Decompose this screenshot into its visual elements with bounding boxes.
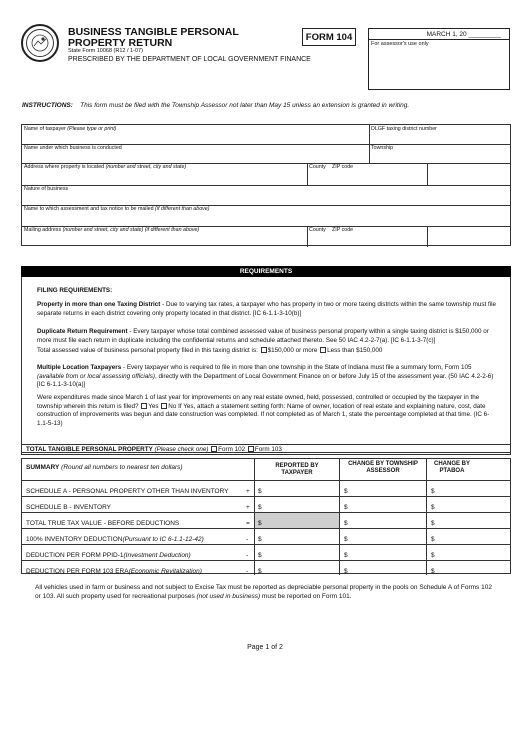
grid-line — [427, 163, 428, 185]
zip-label: ZIP code — [332, 164, 354, 170]
county-label: County — [309, 227, 326, 233]
taxpayer-name-hint: (Please type or print) — [67, 126, 117, 132]
grid-line — [427, 226, 428, 247]
state-form-number: State Form 10068 (R12 / 1-07) — [68, 48, 143, 54]
mailing-address-label: Mailing address — [24, 227, 63, 233]
business-name-field[interactable] — [22, 144, 369, 163]
reported-value-input[interactable]: $ — [258, 552, 262, 559]
improvements-no-checkbox[interactable] — [161, 403, 167, 409]
summary-row — [22, 517, 510, 533]
seal-inner — [26, 29, 54, 57]
requirements-header: REQUIREMENTS — [21, 266, 511, 277]
ptaboa-change-input[interactable]: $ — [431, 504, 435, 511]
yes-label: Yes — [148, 402, 159, 410]
summary-row-label: SCHEDULE A - PERSONAL PROPERTY OTHER THAN INVENTORY — [26, 488, 229, 495]
multiple-location-title: Multiple Location Taxpayers — [37, 364, 122, 371]
summary-row-label: TOTAL TRUE TAX VALUE - BEFORE DEDUCTIONS — [26, 520, 180, 527]
summary-row-operator: - — [246, 568, 249, 575]
multiple-location-text-italic: (available from or local assessing officials) — [37, 372, 155, 380]
nature-of-business-field[interactable] — [22, 185, 512, 205]
footnote-text-b: must be reported on Form 101. — [260, 593, 352, 600]
assessor-divider — [369, 39, 509, 40]
summary-row — [22, 549, 510, 565]
summary-row-operator: + — [246, 488, 250, 495]
county-label: County — [309, 164, 326, 170]
col-change-by-ptaboa: CHANGE BY PTABOA — [433, 461, 470, 474]
table-line — [22, 480, 510, 481]
summary-table — [21, 458, 511, 574]
assessor-change-input[interactable]: $ — [344, 520, 348, 527]
taxpayer-info-grid — [21, 124, 511, 246]
assessor-change-input[interactable]: $ — [344, 568, 348, 575]
duplicate-return-title: Duplicate Return Requirement — [37, 328, 128, 335]
reported-value-input[interactable]: $ — [258, 488, 262, 495]
form-title — [68, 27, 239, 49]
mailing-address-field[interactable] — [22, 226, 307, 247]
assessor-use-box — [368, 28, 510, 90]
multiple-location-text-b: , directly with the Department of Local Government Finance on or before July 15 of the assessment year. (50 IAC 4.2-2-6) [IC 6-1.1-3-10(a)] — [37, 372, 494, 388]
form-title-line2: PROPERTY RETURN — [68, 37, 173, 49]
improvements-paragraph — [37, 394, 499, 428]
summary-row-operator: - — [246, 536, 249, 543]
summary-row-label: DEDUCTION PER FORM 103 ERA — [26, 568, 129, 575]
summary-row-label: DEDUCTION PER FORM PPID-1 — [26, 552, 124, 559]
assessor-use-label: For assessor's use only — [371, 41, 429, 47]
col-reported-by-taxpayer: REPORTED BY TAXPAYER — [275, 463, 319, 476]
summary-row-label: SCHEDULE B - INVENTORY — [26, 504, 112, 511]
summary-row — [22, 501, 510, 517]
form-102-label: Form 102 — [218, 446, 246, 453]
summary-row — [22, 533, 510, 549]
ptaboa-change-input[interactable]: $ — [431, 536, 435, 543]
zip-field-1[interactable] — [330, 163, 427, 185]
form-103-label: Form 103 — [254, 446, 282, 453]
over-150k-checkbox[interactable] — [261, 347, 267, 353]
nature-label: Nature of business — [24, 186, 69, 192]
filing-requirements-title: FILING REQUIREMENTS: — [37, 287, 113, 294]
no-label: No — [168, 402, 177, 410]
property-address-field[interactable] — [22, 163, 307, 185]
summary-title: SUMMARY — [26, 464, 60, 471]
ptaboa-change-input[interactable]: $ — [431, 552, 435, 559]
footnote-text-italic: (not used in business) — [196, 593, 261, 600]
summary-row — [22, 485, 510, 501]
assessor-change-input[interactable]: $ — [344, 504, 348, 511]
col-change-by-township-assessor: CHANGE BY TOWNSHIP ASSESSOR — [348, 461, 418, 474]
mailing-name-hint: (if different than above) — [155, 206, 210, 212]
summary-subtitle: (Round all numbers to nearest ten dollars) — [61, 464, 183, 471]
reported-value-input[interactable]: $ — [258, 520, 262, 527]
vehicles-footnote — [35, 583, 495, 601]
summary-row-label: 100% INVENTORY DEDUCTION — [26, 536, 123, 543]
multi-district-paragraph — [37, 301, 499, 318]
page-number: Page 1 of 2 — [247, 644, 283, 651]
summary-row-operator: = — [246, 520, 250, 527]
assessment-date[interactable]: MARCH 1, 20 _________ — [426, 31, 501, 38]
property-address-label: Address where property is located — [24, 164, 106, 170]
under-150k-checkbox[interactable] — [320, 347, 326, 353]
property-address-hint: (number and street, city and state) — [105, 164, 187, 170]
instructions — [22, 102, 409, 109]
zip-field-2[interactable] — [330, 226, 427, 247]
assessor-change-input[interactable]: $ — [344, 488, 348, 495]
zip-label: ZIP code — [332, 227, 354, 233]
summary-row-operator: - — [246, 552, 249, 559]
improvements-instructions: If Yes, attach a statement setting forth: Name of owner, location of real estate and explaining nature, cost, date construction of improvements was begun and date construction was completed. If not completed as of March 1, state the percentage completed at that time. (IC 6-1.1-5-13) — [37, 402, 490, 427]
over-150k-label: $150,000 or more — [267, 347, 318, 354]
dlgf-label: DLGF taxing district number — [371, 126, 437, 132]
reported-value-input[interactable]: $ — [258, 504, 262, 511]
business-name-label: Name under which business is conducted — [24, 145, 122, 151]
mailing-address-hint: (number and street, city and state) (if different than above) — [62, 227, 200, 233]
taxpayer-name-field[interactable] — [22, 125, 369, 144]
form-102-checkbox[interactable] — [211, 446, 217, 452]
taxpayer-name-label: Name of taxpayer — [24, 126, 68, 132]
improvements-yes-checkbox[interactable] — [141, 403, 147, 409]
form-103-checkbox[interactable] — [248, 446, 254, 452]
summary-row — [22, 565, 510, 581]
form-number-box: FORM 104 — [302, 28, 356, 46]
state-seal — [21, 24, 59, 62]
under-150k-label: Less than $150,000 — [327, 347, 383, 354]
footnote-text-a: All vehicles used in farm or business and not subject to Excise Tax must be reported as depreciable personal property in the pools on Schedule A of Forms 102 or 103. All such property used for recreational purposes — [35, 584, 492, 600]
dlgf-district-field[interactable] — [369, 125, 512, 144]
instructions-text: This form must be filed with the Township Assessor not later than May 15 unless an extension is granted in writing. — [80, 102, 410, 109]
township-field[interactable] — [369, 144, 512, 163]
reported-value-input[interactable]: $ — [258, 568, 262, 575]
mailing-name-label: Name to which assessment and tax notice to be mailed — [24, 206, 156, 212]
instructions-label: INSTRUCTIONS: — [22, 102, 73, 109]
multi-district-title: Property in more than one Taxing District — [37, 301, 161, 308]
form-title-line1: BUSINESS TANGIBLE PERSONAL — [68, 26, 239, 38]
summary-row-operator: + — [246, 504, 250, 511]
ptaboa-change-input[interactable]: $ — [431, 568, 435, 575]
check-one-hint: (Please check one) — [154, 446, 209, 453]
multiple-location-paragraph — [37, 364, 499, 390]
assessor-change-input[interactable]: $ — [344, 552, 348, 559]
summary-row-note: (Investment Deduction) — [123, 552, 191, 559]
reported-value-input[interactable]: $ — [258, 536, 262, 543]
county-field-2[interactable] — [307, 226, 331, 247]
summary-row-note: (Pursuant to IC 6-1.1-12-42) — [122, 536, 204, 543]
assessed-value-line — [37, 347, 499, 356]
duplicate-return-text: - Every taxpayer whose total combined assessed value of business personal property within a single taxing district is $150,000 or more must file each return in duplicate including the confidential returns and schedule attached thereto. See 50 IAC 4.2-2-7(a). [IC 6-1.1-3-7(c)] — [37, 328, 489, 344]
ptaboa-change-input[interactable]: $ — [431, 520, 435, 527]
mailing-name-field[interactable] — [22, 205, 512, 226]
multi-district-text: - Due to varying tax rates, a taxpayer who has property in two or more taxing districts within the same township must file separate returns in each district covering only property located in that district. [IC 6-1.1-3-10(b)] — [37, 301, 497, 317]
assessor-change-input[interactable]: $ — [344, 536, 348, 543]
ptaboa-change-input[interactable]: $ — [431, 488, 435, 495]
prescribed-by: PRESCRIBED BY THE DEPARTMENT OF LOCAL GOVERNMENT FINANCE — [68, 56, 311, 63]
township-label: Township — [371, 145, 394, 151]
assessed-value-label: Total assessed value of business personal property filed in this taxing district is: — [37, 347, 258, 354]
seal-emblem-icon — [30, 33, 50, 53]
multiple-location-text-a: - Every taxpayer who is required to file in more than one township in the State of Indiana must file a summary form, Form 105 — [121, 364, 472, 371]
total-property-label: TOTAL TANGIBLE PERSONAL PROPERTY — [26, 446, 153, 453]
improvements-question: Were expenditures made since March 1 of last year for improvements on any real estate owned, held, possessed, controlled or occupied by the taxpayer in the township wherein this return is filed? — [37, 394, 480, 410]
summary-row-note: (Economic Revitalization) — [128, 568, 202, 575]
duplicate-return-paragraph — [37, 328, 499, 345]
total-property-row — [21, 444, 511, 455]
